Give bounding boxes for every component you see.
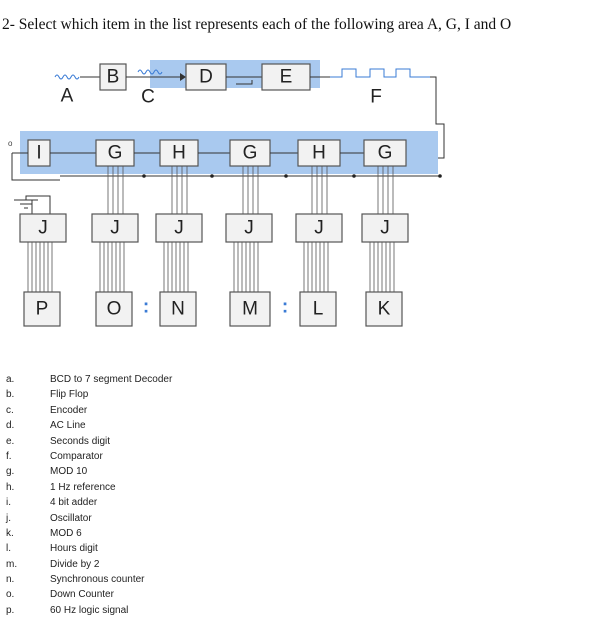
label-o: O	[106, 298, 122, 320]
option-letter: l.	[6, 543, 11, 555]
label-a: A	[60, 85, 74, 107]
option-letter: c.	[6, 404, 14, 416]
option-letter: o.	[6, 589, 15, 601]
label-g-3: G	[377, 142, 393, 164]
option-text: Comparator	[50, 450, 103, 462]
option-text: 4 bit adder	[50, 497, 98, 509]
colon-2: :	[281, 296, 289, 318]
label-l: L	[312, 298, 324, 320]
decoder-bus-lines	[28, 242, 394, 292]
label-j-2: J	[110, 217, 120, 239]
option-text: Synchronous counter	[50, 574, 145, 586]
option-letter: d.	[6, 420, 15, 432]
option-letter: p.	[6, 604, 15, 616]
option-letter: m.	[6, 558, 18, 570]
label-f: F	[370, 86, 382, 108]
option-text: Divide by 2	[50, 558, 100, 570]
label-b: B	[106, 66, 120, 88]
option-text: 60 Hz logic signal	[50, 604, 129, 616]
svg-text:o: o	[8, 139, 13, 148]
label-i: I	[36, 142, 42, 164]
label-g-2: G	[242, 142, 258, 164]
option-text: Seconds digit	[50, 435, 111, 447]
option-text: Oscillator	[50, 512, 92, 524]
option-text: Encoder	[50, 404, 88, 416]
option-letter: j.	[6, 512, 11, 524]
option-text: MOD 6	[50, 527, 82, 539]
label-j-5: J	[314, 217, 324, 239]
label-p: P	[35, 298, 49, 320]
label-d: D	[199, 66, 213, 88]
label-n: N	[171, 298, 185, 320]
label-c: C	[141, 86, 155, 108]
ground-icon	[14, 200, 38, 208]
label-m: M	[242, 298, 258, 320]
label-j-4: J	[244, 217, 254, 239]
option-letter: i.	[6, 497, 11, 509]
option-letter: n.	[6, 574, 15, 586]
option-text: 1 Hz reference	[50, 481, 116, 493]
option-letter: a.	[6, 374, 15, 385]
option-letter: h.	[6, 481, 15, 493]
question-text: 2- Select which item in the list represents each of the following area A, G, I and O	[2, 16, 512, 33]
option-text: Hours digit	[50, 543, 98, 555]
option-text: Flip Flop	[50, 389, 89, 401]
option-letter: e.	[6, 435, 15, 447]
option-letter: g.	[6, 466, 15, 478]
label-h-2: H	[312, 142, 326, 164]
option-text: AC Line	[50, 420, 86, 432]
label-j-3: J	[174, 217, 184, 239]
label-g-1: G	[107, 142, 123, 164]
label-j-6: J	[380, 217, 390, 239]
square-wave-icon	[330, 69, 430, 77]
label-h-1: H	[172, 142, 186, 164]
option-text: BCD to 7 segment Decoder	[50, 374, 173, 385]
label-e: E	[279, 66, 293, 88]
option-letter: k.	[6, 527, 14, 539]
option-letter: b.	[6, 389, 15, 401]
option-letter: f.	[6, 450, 12, 462]
colon-1: :	[142, 296, 150, 318]
label-k: K	[377, 298, 391, 320]
option-text: MOD 10	[50, 466, 88, 478]
option-text: Down Counter	[50, 589, 114, 601]
sine-wave-icon	[55, 75, 79, 79]
label-j-1: J	[38, 217, 48, 239]
